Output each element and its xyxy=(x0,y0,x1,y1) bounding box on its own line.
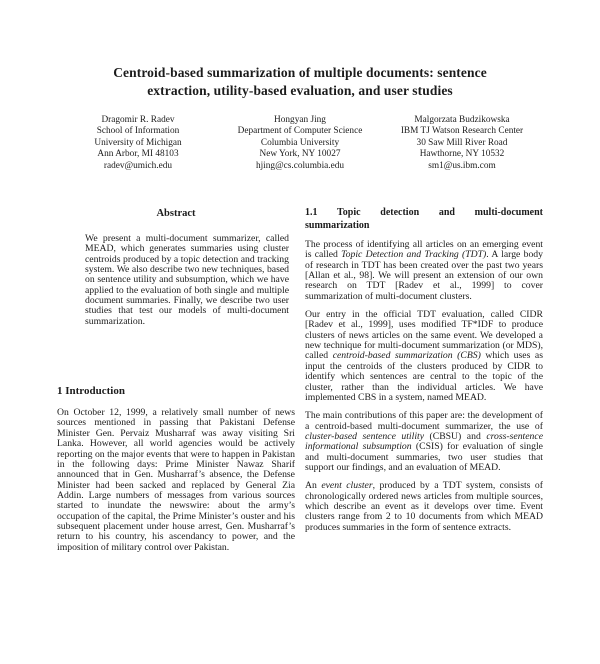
author-affiliation-1: IBM TJ Watson Research Center xyxy=(400,126,524,137)
abstract-heading: Abstract xyxy=(156,208,196,220)
author-name: Hongyan Jing xyxy=(274,115,326,125)
paragraph-event-cluster: An event cluster, produced by a TDT system, consists of chronologically ordered news articles from multiple sources, which describe an event as it develops over time. Event clusters range from 2 to 10 documents from which MEAD produces summaries in the form of sentence extracts. xyxy=(305,480,543,533)
paragraph-contributions: The main contributions of this paper are: the development of a centroid-based multi-document summarizer, the use of cluster-based sentence utility (CBSU) and cross-sentence informational subsumption (CSIS) for evaluation of single and multi-document summaries, two user studies that support our findings, and an evaluation of MEAD. xyxy=(305,410,543,473)
two-column-body xyxy=(57,207,543,553)
author-affiliation-1: School of Information xyxy=(96,126,180,137)
author-name: Malgorzata Budzikowska xyxy=(414,115,510,125)
author-affiliation-3: Hawthorne, NY 10532 xyxy=(419,149,505,160)
author-email: radev@umich.edu xyxy=(103,160,173,171)
introduction-heading: 1 Introduction xyxy=(57,385,125,398)
paragraph-cidr: Our entry in the official TDT evaluation, called CIDR [Radev et al., 1999], uses modified TF*IDF to produce clusters of news articles on the same event. We developed a new technique for multi-document summarization (or MDS), called centroid-based summarization (CBS) which uses as input the centroids of the clusters produced by CIDR to identify which sentences are central to the topic of the cluster, rather than the individual articles. We have implemented CBS in a system, named MEAD. xyxy=(305,309,543,403)
author-affiliation-3: Ann Arbor, MI 48103 xyxy=(97,149,179,160)
paper-title-line-2: extraction, utility-based evaluation, and user studies xyxy=(147,83,453,98)
author-affiliation-2: University of Michigan xyxy=(94,137,182,148)
author-email: hjing@cs.columbia.edu xyxy=(255,160,345,171)
author-block-budzikowska xyxy=(381,115,543,172)
author-affiliation-2: Columbia University xyxy=(260,137,340,148)
author-affiliation-3: New York, NY 10027 xyxy=(259,149,341,160)
section-1-1-heading-line-1: 1.1 Topic detection and multi-document xyxy=(305,207,543,219)
left-column xyxy=(57,207,295,553)
author-affiliation-1: Department of Computer Science xyxy=(237,126,363,137)
section-1-1-heading xyxy=(305,207,543,232)
author-affiliation-2: 30 Saw Mill River Road xyxy=(416,137,508,148)
author-email: sm1@us.ibm.com xyxy=(428,160,496,171)
paragraph-tdt: The process of identifying all articles on an emerging event is called Topic Detection and Tracking (TDT). A large body of research in TDT has been created over the past two years [Allan et al., 98]. We will present an extension of our own research on TDT [Radev et al., 1999] to cover summarization of multi-document clusters. xyxy=(305,239,543,302)
paper-title-line-1: Centroid-based summarization of multiple documents: sentence xyxy=(113,65,487,80)
introduction-paragraph: On October 12, 1999, a relatively small number of news sources mentioned in passing that Pakistani Defense Minister Gen. Pervaiz Musharraf was away visiting Sri Lanka. However, all world agencies would be actively reporting on the major events that were to happen in Pakistan in the following days: Prime Minister Nawaz Sharif announced that in Gen. Musharraf’s absence, the Defense Minister had been sacked and replaced by General Zia Addin. Large numbers of messages from various sources started to inundate the newswire: about the army’s occupation of the capital, the Prime Minister’s ouster and his subsequent placement under house arrest, Gen. Musharraf’s return to his country, his ascendancy to power, and the imposition of military control over Pakistan. xyxy=(57,407,295,553)
paper-page xyxy=(0,64,600,553)
author-block-jing xyxy=(219,115,381,172)
author-block-radev xyxy=(57,115,219,172)
right-column xyxy=(305,207,543,553)
paper-title xyxy=(57,64,543,100)
authors-block xyxy=(57,115,543,172)
section-1-1-heading-line-2: summarization xyxy=(305,219,370,231)
abstract-text: We present a multi-document summarizer, called MEAD, which generates summaries using cluster centroids produced by a topic detection and tracking system. We also describe two new techniques, based on sentence utility and subsumption, which we have applied to the evaluation of both single and multiple document summaries. Finally, we describe two user studies that test our models of multi-document summarization. xyxy=(85,233,289,327)
author-name: Dragomir R. Radev xyxy=(101,115,175,125)
